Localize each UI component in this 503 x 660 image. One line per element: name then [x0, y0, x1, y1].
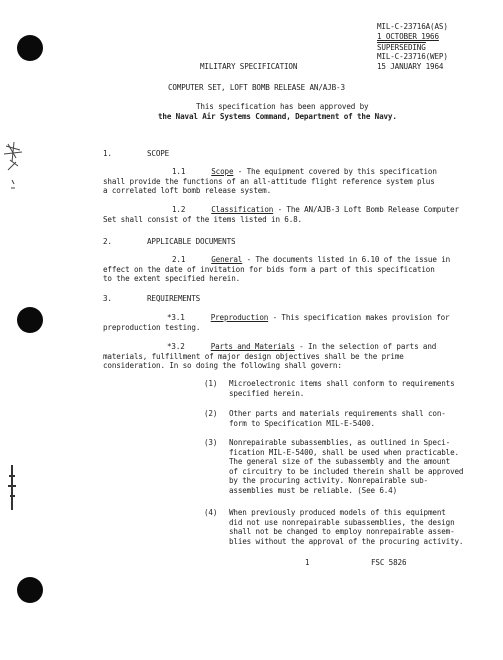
fsc-code: FSC 5826 [371, 558, 407, 567]
doc-date: 1 OCTOBER 1966 [377, 32, 439, 41]
punch-hole-bottom [17, 577, 43, 603]
list-item-label: (2) [204, 409, 218, 418]
para-3-2-number: *3.2 [167, 342, 185, 351]
para-1-1-number: 1.1 [172, 167, 186, 176]
paragraph-1-1: 1.1 Scope - The equipment covered by this specification shall provide the functions of an all-attitude flight reference system plus a correlated loft bomb release system. [103, 167, 437, 196]
spec-title: COMPUTER SET, LOFT BOMB RELEASE AN/AJB-3 [168, 83, 345, 92]
section-2-number: 2. [103, 237, 112, 246]
list-item-label: (3) [204, 438, 218, 447]
section-3-number: 3. [103, 294, 112, 303]
section-3-title: REQUIREMENTS [147, 294, 201, 303]
list-item-label: (4) [204, 508, 218, 517]
margin-scan-marks [2, 140, 24, 510]
paragraph-3-2: *3.2 Parts and Materials - In the selection of parts and materials, fulfillment of major design objectives shall be the prime consideration. In so doing the following shall govern: [103, 342, 437, 371]
para-2-1-heading: General [211, 255, 243, 264]
para-1-2-heading: Classification [211, 205, 274, 214]
approval-line-1: This specification has been approved by [196, 102, 369, 111]
para-3-1-number: *3.1 [167, 313, 185, 322]
doc-number: MIL-C-23716A(AS) [377, 22, 448, 31]
section-1-number: 1. [103, 149, 112, 158]
military-spec-heading: MILITARY SPECIFICATION [200, 62, 298, 71]
approval-line-2: the Naval Air Systems Command, Department of the Navy. [158, 112, 397, 121]
para-3-2-heading: Parts and Materials [210, 342, 295, 351]
section-1-title: SCOPE [147, 149, 170, 158]
list-item-label: (1) [204, 379, 218, 388]
superseded-number: MIL-C-23716(WEP) [377, 52, 448, 61]
para-2-1-number: 2.1 [172, 255, 186, 264]
page-number: 1 [305, 558, 310, 567]
punch-hole-top [17, 35, 43, 61]
superseding-label: SUPERSEDING [377, 43, 426, 52]
para-1-2-number: 1.2 [172, 205, 186, 214]
paragraph-1-2: 1.2 Classification - The AN/AJB-3 Loft Bomb Release Computer Set shall consist of the items listed in 6.8. [103, 205, 459, 224]
superseded-date: 15 JANUARY 1964 [377, 62, 444, 71]
para-3-1-heading: Preproduction [210, 313, 269, 322]
paragraph-2-1: 2.1 General - The documents listed in 6.10 of the issue in effect on the date of invitation for bids form a part of this specification to the extent specified herein. [103, 255, 451, 284]
paragraph-3-1: *3.1 Preproduction - This specification makes provision for preproduction testing. [103, 313, 450, 332]
section-2-title: APPLICABLE DOCUMENTS [147, 237, 236, 246]
para-1-1-heading: Scope [211, 167, 234, 176]
